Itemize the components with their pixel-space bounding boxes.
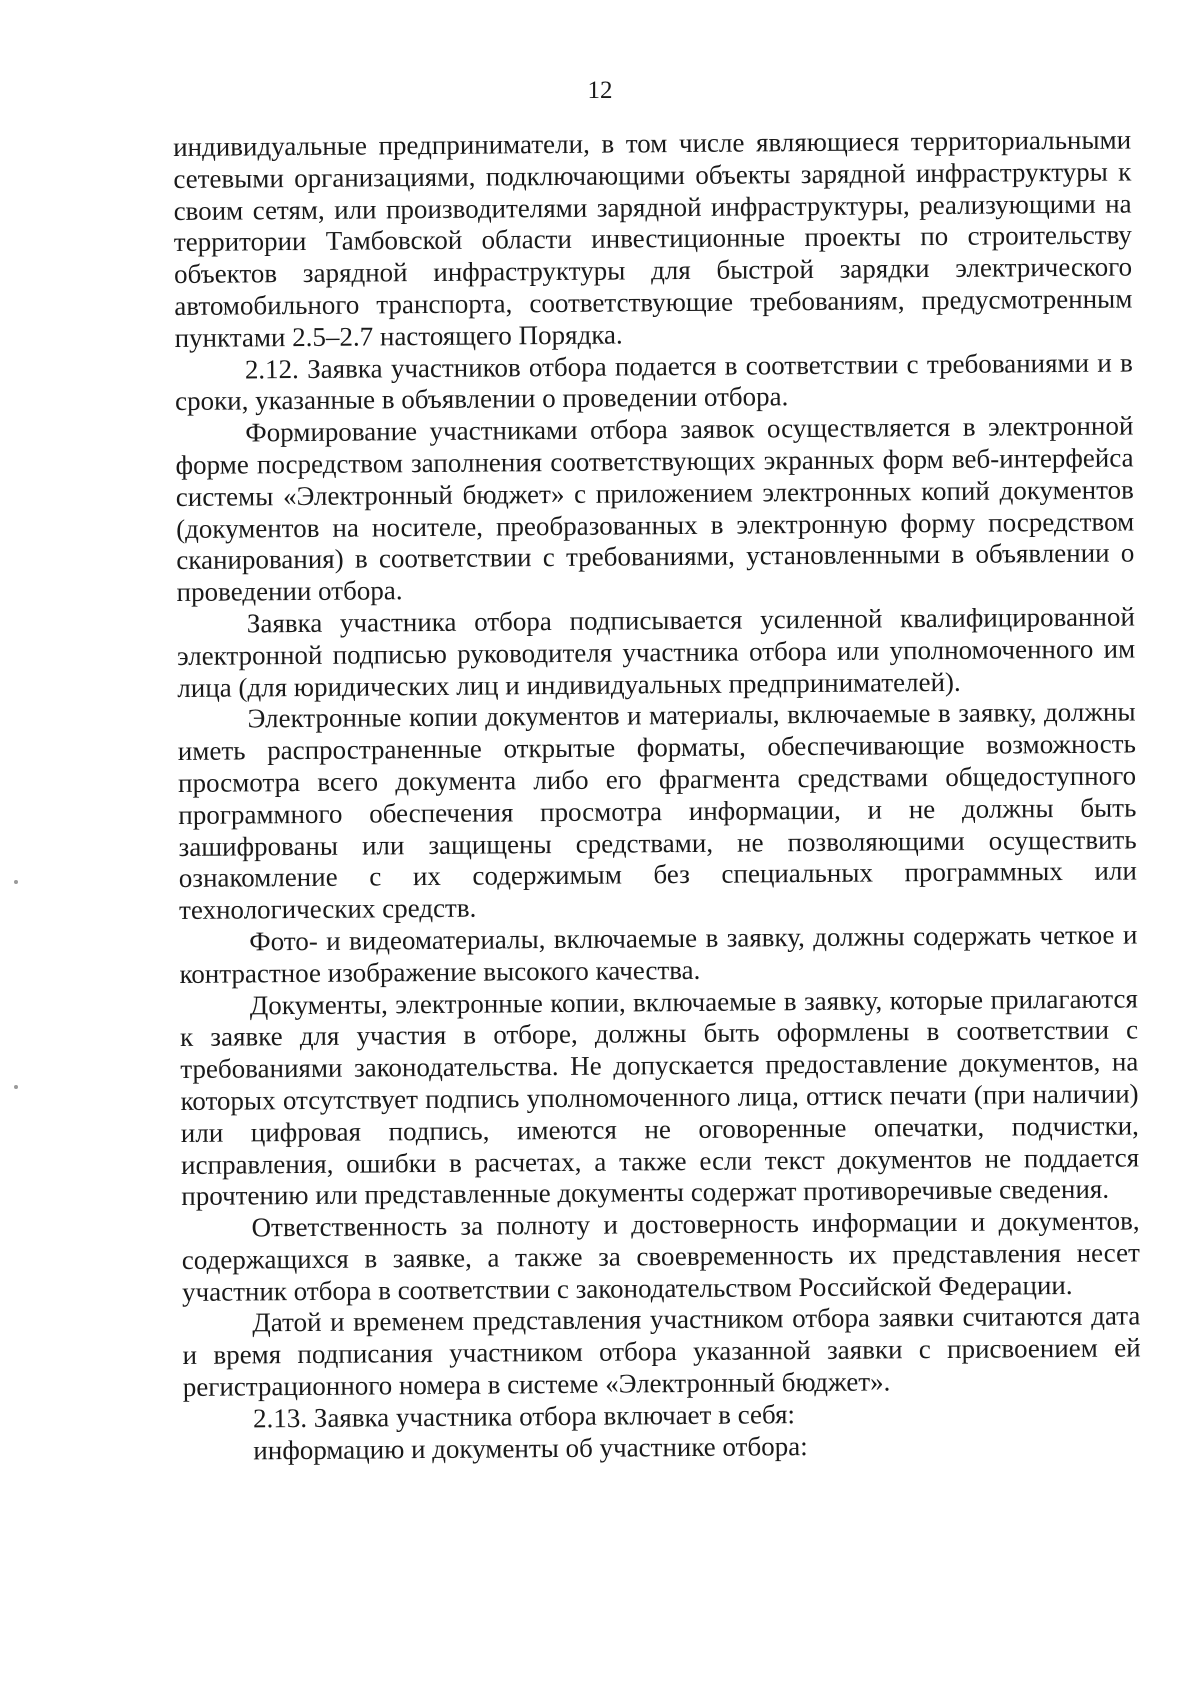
paragraph-electronic-copies: Электронные копии документов и материалы, включаемые в заявку, должны иметь распространенные открытые форматы, обеспечивающие возможность просмотра всего документа либо его фрагмента средствами общедоступного программного обеспечения просмотра информации, и не должны быть зашифрованы или защищены средствами, не позволяющими осуществить ознакомление с их содержимым без специальных программных или технологических средств.	[177, 696, 1137, 926]
paragraph-documents-requirements: Документы, электронные копии, включаемые в заявку, которые прилагаются к заявке для участия в отборе, должны быть оформлены в соответствии с требованиями законодательства. Не допускается предоставление документов, на которых отсутствует подпись уполномоченного лица, оттиск печати (при наличии) или цифровая подпись, имеются не оговоренные опечатки, подчистки, исправления, ошибки в расчетах, а также если текст документов не поддается прочтению или представленные документы содержат противоречивые сведения.	[179, 982, 1140, 1212]
paragraph-application-signature: Заявка участника отбора подписывается усиленной квалифицированной электронной подписью руководителя участника отбора или уполномоченного им лица (для юридических лиц и индивидуальных предпринимателей).	[176, 601, 1136, 703]
page-number: 12	[587, 77, 613, 104]
paragraph-continuation: индивидуальные предприниматели, в том числе являющиеся территориальными сетевыми организациями, подключающими объекты зарядной инфраструктуры к своим сетям, или производителями зарядной инфраструктуры, реализующими на территории Тамбовской области инвестиционные проекты по строительству объектов зарядной инфраструктуры для быстрой зарядки электрического автомобильного транспорта, соответствующие требованиям, предусмотренным пунктами 2.5–2.7 настоящего Порядка.	[173, 124, 1133, 353]
paragraph-2-13: 2.13. Заявка участника отбора включает в себя:	[252, 1399, 796, 1434]
paragraph-2-12: 2.12. Заявка участников отбора подается в соответствии с требованиями и в сроки, указанные в объявлении о проведении отбора.	[174, 347, 1133, 417]
paragraph-submission-date: Датой и временем представления участником отбора заявки считаются дата и время подписания участником отбора указанной заявки с присвоением ей регистрационного номера в системе «Электронный бюджет».	[182, 1300, 1141, 1403]
paragraph-responsibility: Ответственность за полноту и достоверность информации и документов, содержащихся в заявке, а также за своевременность их представления несет участник отбора в соответствии с законодательством Российской Федерации.	[181, 1205, 1140, 1307]
paragraph-participant-info: информацию и документы об участнике отбора:	[253, 1430, 808, 1466]
scan-binder-mark	[14, 1085, 18, 1089]
paragraph-photo-video: Фото- и видеоматериалы, включаемые в заявку, должны содержать четкое и контрастное изображение высокого качества.	[179, 919, 1138, 989]
document-body	[173, 124, 1141, 1467]
paragraph-application-forming: Формирование участниками отбора заявок осуществляется в электронной форме посредством заполнения соответствующих экранных форм веб-интерфейса системы «Электронный бюджет» с приложением электронных копий документов (документов на носителе, преобразованных в электронную форму посредством сканирования) в соответствии с требованиями, установленными в объявлении о проведении отбора.	[175, 410, 1135, 608]
scan-binder-mark	[14, 880, 18, 884]
